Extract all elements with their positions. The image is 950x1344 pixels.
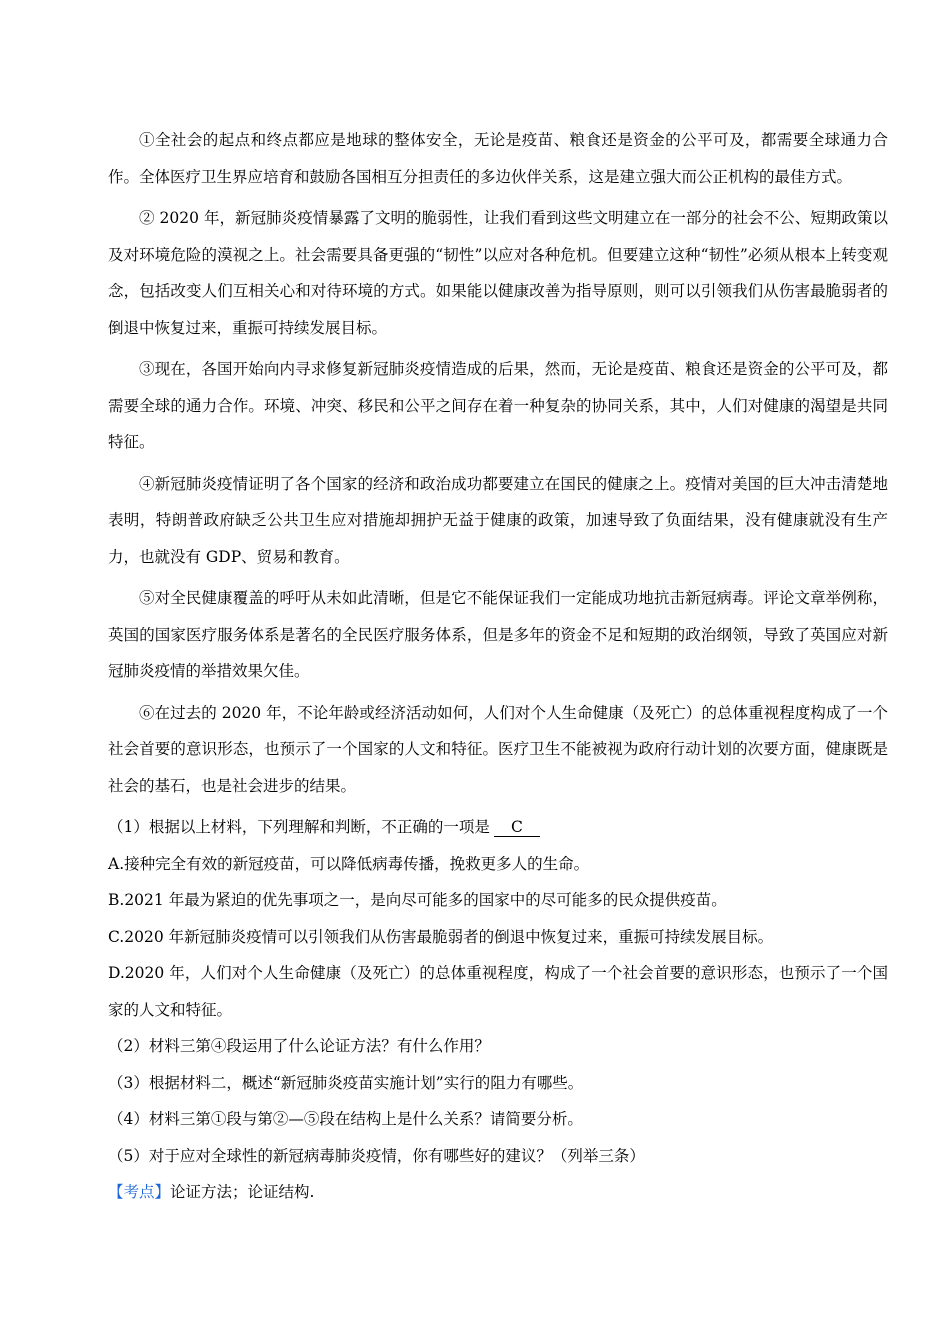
paragraph-2: ② 2020 年，新冠肺炎疫情暴露了文明的脆弱性，让我们看到这些文明建立在一部分的社会不公、短期政策以及对环境危险的漠视之上。社会需要具备更强的“韧性”以应对各种危机。但要建立这种“韧性”必须从根本上转变观念，包括改变人们互相关心和对待环境的方式。如果能以健康改善为指导原则，则可以引领我们从伤害最脆弱者的倒退中恢复过来，重振可持续发展目标。 bbox=[108, 209, 888, 337]
question-1 bbox=[108, 809, 888, 846]
kaodian-label: 【考点】 bbox=[108, 1183, 171, 1201]
kaodian-text: 论证方法；论证结构. bbox=[170, 1183, 315, 1201]
question-3: （3）根据材料二，概述“新冠肺炎疫苗实施计划”实行的阻力有哪些。 bbox=[108, 1073, 584, 1092]
paragraph-5: ⑤对全民健康覆盖的呼吁从未如此清晰，但是它不能保证我们一定能成功地抗击新冠病毒。评论文章举例称，英国的国家医疗服务体系是著名的全民医疗服务体系，但是多年的资金不足和短期的政治纲领，导致了英国应对新冠肺炎疫情的举措效果欠佳。 bbox=[108, 589, 888, 680]
question-2: （2）材料三第④段运用了什么论证方法？有什么作用？ bbox=[108, 1037, 490, 1055]
option-b: B.2021 年最为紧迫的优先事项之一，是向尽可能多的国家中的尽可能多的民众提供疫苗。 bbox=[108, 891, 727, 909]
question-1-answer: C bbox=[494, 818, 540, 837]
option-c: C.2020 年新冠肺炎疫情可以引领我们从伤害最脆弱者的倒退中恢复过来，重振可持续发展目标。 bbox=[108, 927, 774, 946]
question-5: （5）对于应对全球性的新冠病毒肺炎疫情，你有哪些好的建议？（列举三条） bbox=[108, 1146, 645, 1165]
paragraph-6: ⑥在过去的 2020 年，不论年龄或经济活动如何，人们对个人生命健康（及死亡）的总体重视程度构成了一个社会首要的意识形态，也预示了一个国家的人文和特征。医疗卫生不能被视为政府行动计划的次要方面，健康既是社会的基石，也是社会进步的结果。 bbox=[108, 703, 888, 795]
document-page bbox=[108, 122, 888, 1211]
option-a: A.接种完全有效的新冠疫苗，可以降低病毒传播，挽救更多人的生命。 bbox=[108, 854, 590, 873]
paragraph-4: ④新冠肺炎疫情证明了各个国家的经济和政治成功都要建立在国民的健康之上。疫情对美国的巨大冲击清楚地表明，特朗普政府缺乏公共卫生应对措施却拥护无益于健康的政策，加速导致了负面结果，没有健康就没有生产力，也就没有 GDP、贸易和教育。 bbox=[108, 474, 888, 566]
question-4: （4）材料三第①段与第②—⑤段在结构上是什么关系？请简要分析。 bbox=[108, 1110, 583, 1128]
kaodian bbox=[108, 1174, 888, 1211]
paragraph-3: ③现在，各国开始向内寻求修复新冠肺炎疫情造成的后果，然而，无论是疫苗、粮食还是资金的公平可及，都需要全球的通力合作。环境、冲突、移民和公平之间存在着一种复杂的协同关系，其中，人们对健康的渴望是共同特征。 bbox=[108, 360, 888, 451]
question-1-text: （1）根据以上材料，下列理解和判断，不正确的一项是 bbox=[108, 818, 490, 836]
option-d: D.2020 年，人们对个人生命健康（及死亡）的总体重视程度，构成了一个社会首要的意识形态，也预示了一个国家的人文和特征。 bbox=[108, 964, 888, 1019]
paragraph-1: ①全社会的起点和终点都应是地球的整体安全，无论是疫苗、粮食还是资金的公平可及，都需要全球通力合作。全体医疗卫生界应培育和鼓励各国相互分担责任的多边伙伴关系，这是建立强大而公正机构的最佳方式。 bbox=[108, 131, 888, 186]
